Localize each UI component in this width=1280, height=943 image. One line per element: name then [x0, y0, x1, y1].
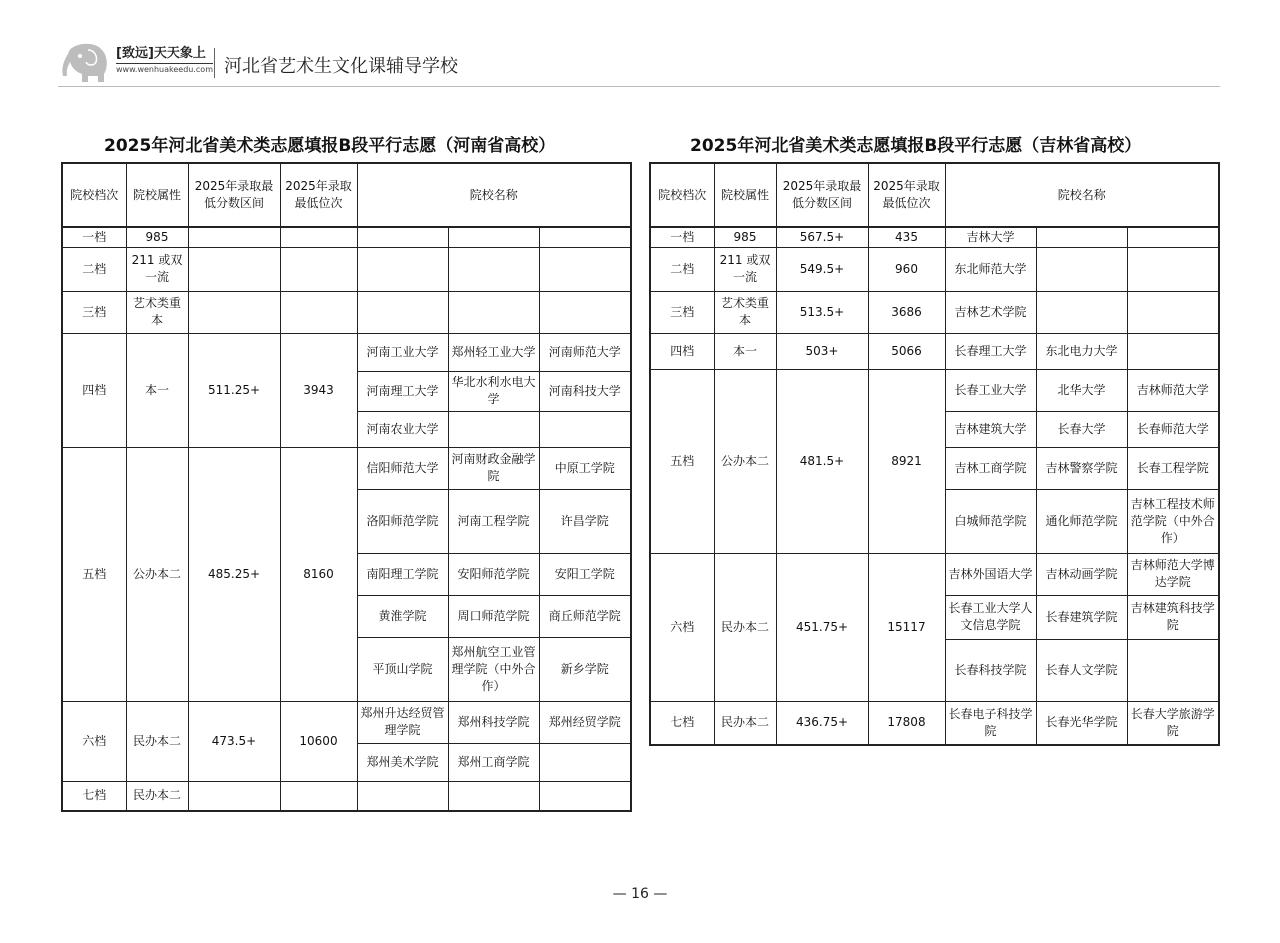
school-cell: 郑州航空工业管理学院（中外合作） — [448, 637, 539, 701]
school-cell — [539, 247, 631, 291]
school-cell — [1127, 639, 1219, 701]
jilin-table-body — [650, 163, 1219, 745]
school-cell: 华北水利水电大学 — [448, 371, 539, 411]
min-score-cell: 511.25+ — [188, 333, 280, 447]
jilin-table-title: 2025年河北省美术类志愿填报B段平行志愿（吉林省高校） — [690, 136, 1142, 156]
min-score-cell: 503+ — [776, 333, 868, 369]
school-cell: 长春人文学院 — [1036, 639, 1127, 701]
header-rule — [58, 86, 1220, 87]
school-cell: 周口师范学院 — [448, 595, 539, 637]
school-cell — [448, 411, 539, 447]
tier-cell: 五档 — [62, 447, 126, 701]
school-cell: 郑州升达经贸管理学院 — [357, 701, 448, 743]
school-cell: 通化师范学院 — [1036, 489, 1127, 553]
school-cell: 长春大学 — [1036, 411, 1127, 447]
table-row — [62, 781, 631, 811]
tier-cell: 二档 — [62, 247, 126, 291]
min-score-cell: 436.75+ — [776, 701, 868, 745]
school-cell: 新乡学院 — [539, 637, 631, 701]
school-cell — [539, 411, 631, 447]
brand-name: [致远]天天象上 — [116, 46, 206, 61]
school-cell — [448, 781, 539, 811]
page-number: — 16 — — [612, 886, 668, 902]
school-cell: 商丘师范学院 — [539, 595, 631, 637]
school-cell: 信阳师范大学 — [357, 447, 448, 489]
attribute-cell: 公办本二 — [126, 447, 188, 701]
school-cell: 吉林大学 — [945, 227, 1036, 247]
min-score-cell — [188, 227, 280, 247]
school-cell: 东北师范大学 — [945, 247, 1036, 291]
henan-table-title: 2025年河北省美术类志愿填报B段平行志愿（河南省高校） — [104, 136, 556, 156]
school-cell — [357, 247, 448, 291]
school-cell: 吉林工程技术师范学院（中外合作） — [1127, 489, 1219, 553]
attribute-cell: 211 或双一流 — [126, 247, 188, 291]
school-cell: 吉林艺术学院 — [945, 291, 1036, 333]
min-score-cell — [188, 291, 280, 333]
jilin-table — [649, 162, 1220, 746]
min-rank-cell — [280, 291, 357, 333]
school-cell: 洛阳师范学院 — [357, 489, 448, 553]
tier-cell: 一档 — [62, 227, 126, 247]
school-cell: 长春理工大学 — [945, 333, 1036, 369]
tier-cell: 一档 — [650, 227, 714, 247]
tier-cell: 四档 — [650, 333, 714, 369]
school-cell: 吉林外国语大学 — [945, 553, 1036, 595]
attribute-cell: 211 或双一流 — [714, 247, 776, 291]
min-rank-cell: 10600 — [280, 701, 357, 781]
school-cell: 河南理工大学 — [357, 371, 448, 411]
min-rank-cell: 17808 — [868, 701, 945, 745]
tier-cell: 二档 — [650, 247, 714, 291]
school-cell: 安阳师范学院 — [448, 553, 539, 595]
school-cell — [1127, 227, 1219, 247]
table-row — [650, 227, 1219, 247]
school-cell: 长春大学旅游学院 — [1127, 701, 1219, 745]
school-cell: 郑州经贸学院 — [539, 701, 631, 743]
school-cell — [357, 781, 448, 811]
min-score-cell — [188, 781, 280, 811]
attribute-cell: 民办本二 — [714, 701, 776, 745]
school-cell: 河南工程学院 — [448, 489, 539, 553]
school-cell: 北华大学 — [1036, 369, 1127, 411]
header-min-rank: 2025年录取最低位次 — [280, 163, 357, 227]
attribute-cell: 艺术类重本 — [714, 291, 776, 333]
school-cell: 河南农业大学 — [357, 411, 448, 447]
tier-cell: 五档 — [650, 369, 714, 553]
min-score-cell: 473.5+ — [188, 701, 280, 781]
brand-block — [116, 46, 213, 76]
min-score-cell — [188, 247, 280, 291]
school-cell: 河南师范大学 — [539, 333, 631, 371]
attribute-cell: 民办本二 — [126, 701, 188, 781]
school-cell — [448, 247, 539, 291]
table-header-row — [62, 163, 631, 227]
attribute-cell: 公办本二 — [714, 369, 776, 553]
table-row — [650, 291, 1219, 333]
school-cell: 吉林动画学院 — [1036, 553, 1127, 595]
tier-cell: 三档 — [62, 291, 126, 333]
table-row — [650, 369, 1219, 411]
table-row — [62, 333, 631, 371]
min-rank-cell: 15117 — [868, 553, 945, 701]
min-score-cell: 485.25+ — [188, 447, 280, 701]
table-header-row — [650, 163, 1219, 227]
header-tier: 院校档次 — [62, 163, 126, 227]
attribute-cell: 民办本二 — [126, 781, 188, 811]
min-rank-cell: 960 — [868, 247, 945, 291]
attribute-cell: 985 — [126, 227, 188, 247]
attribute-cell: 本一 — [126, 333, 188, 447]
school-cell — [357, 291, 448, 333]
min-score-cell: 513.5+ — [776, 291, 868, 333]
school-cell: 吉林警察学院 — [1036, 447, 1127, 489]
school-cell — [1127, 333, 1219, 369]
tier-cell: 七档 — [62, 781, 126, 811]
min-rank-cell — [280, 247, 357, 291]
school-cell: 长春师范大学 — [1127, 411, 1219, 447]
header-school-name: 院校名称 — [945, 163, 1219, 227]
min-rank-cell: 435 — [868, 227, 945, 247]
header-divider — [214, 48, 215, 78]
school-cell: 郑州工商学院 — [448, 743, 539, 781]
min-rank-cell: 5066 — [868, 333, 945, 369]
header-min-score: 2025年录取最低分数区间 — [188, 163, 280, 227]
brand-url: www.wenhuakeedu.com — [116, 65, 213, 74]
header-attribute: 院校属性 — [714, 163, 776, 227]
page-header — [58, 38, 1218, 86]
school-cell — [1036, 227, 1127, 247]
school-cell: 黄淮学院 — [357, 595, 448, 637]
school-cell: 长春工程学院 — [1127, 447, 1219, 489]
school-cell — [448, 291, 539, 333]
min-rank-cell — [280, 781, 357, 811]
school-cell: 吉林建筑科技学院 — [1127, 595, 1219, 639]
header-tier: 院校档次 — [650, 163, 714, 227]
table-row — [650, 247, 1219, 291]
tier-cell: 六档 — [650, 553, 714, 701]
table-row — [62, 701, 631, 743]
header-school-name: 院校名称 — [357, 163, 631, 227]
table-row — [62, 247, 631, 291]
school-cell — [1127, 247, 1219, 291]
school-cell: 安阳工学院 — [539, 553, 631, 595]
elephant-logo-icon — [58, 40, 112, 84]
min-rank-cell: 8160 — [280, 447, 357, 701]
school-cell: 许昌学院 — [539, 489, 631, 553]
table-row — [62, 447, 631, 489]
tier-cell: 四档 — [62, 333, 126, 447]
header-attribute: 院校属性 — [126, 163, 188, 227]
attribute-cell: 985 — [714, 227, 776, 247]
school-cell: 东北电力大学 — [1036, 333, 1127, 369]
school-cell: 平顶山学院 — [357, 637, 448, 701]
henan-table-body — [62, 163, 631, 811]
school-cell — [539, 743, 631, 781]
tier-cell: 七档 — [650, 701, 714, 745]
school-cell: 河南财政金融学院 — [448, 447, 539, 489]
school-cell: 长春建筑学院 — [1036, 595, 1127, 639]
attribute-cell: 艺术类重本 — [126, 291, 188, 333]
school-cell: 长春光华学院 — [1036, 701, 1127, 745]
school-cell: 白城师范学院 — [945, 489, 1036, 553]
table-row — [650, 701, 1219, 745]
school-cell: 长春工业大学人文信息学院 — [945, 595, 1036, 639]
school-cell: 长春电子科技学院 — [945, 701, 1036, 745]
school-cell — [1036, 291, 1127, 333]
header-min-rank: 2025年录取最低位次 — [868, 163, 945, 227]
min-score-cell: 549.5+ — [776, 247, 868, 291]
header-min-score: 2025年录取最低分数区间 — [776, 163, 868, 227]
henan-table — [61, 162, 632, 812]
school-cell: 郑州美术学院 — [357, 743, 448, 781]
min-rank-cell: 3943 — [280, 333, 357, 447]
school-cell — [539, 291, 631, 333]
tier-cell: 三档 — [650, 291, 714, 333]
min-rank-cell — [280, 227, 357, 247]
school-cell: 长春科技学院 — [945, 639, 1036, 701]
school-cell: 河南工业大学 — [357, 333, 448, 371]
school-name: 河北省艺术生文化课辅导学校 — [224, 56, 458, 77]
school-cell: 郑州轻工业大学 — [448, 333, 539, 371]
school-cell: 长春工业大学 — [945, 369, 1036, 411]
min-rank-cell: 8921 — [868, 369, 945, 553]
min-score-cell: 567.5+ — [776, 227, 868, 247]
school-cell: 吉林师范大学 — [1127, 369, 1219, 411]
attribute-cell: 本一 — [714, 333, 776, 369]
school-cell: 河南科技大学 — [539, 371, 631, 411]
school-cell: 吉林工商学院 — [945, 447, 1036, 489]
school-cell — [357, 227, 448, 247]
table-row — [650, 553, 1219, 595]
table-row — [62, 227, 631, 247]
table-row — [62, 291, 631, 333]
table-row — [650, 333, 1219, 369]
school-cell — [539, 227, 631, 247]
school-cell: 吉林师范大学博达学院 — [1127, 553, 1219, 595]
min-rank-cell: 3686 — [868, 291, 945, 333]
school-cell: 吉林建筑大学 — [945, 411, 1036, 447]
school-cell — [448, 227, 539, 247]
school-cell: 郑州科技学院 — [448, 701, 539, 743]
min-score-cell: 451.75+ — [776, 553, 868, 701]
school-cell: 南阳理工学院 — [357, 553, 448, 595]
school-cell — [539, 781, 631, 811]
school-cell: 中原工学院 — [539, 447, 631, 489]
attribute-cell: 民办本二 — [714, 553, 776, 701]
tier-cell: 六档 — [62, 701, 126, 781]
min-score-cell: 481.5+ — [776, 369, 868, 553]
school-cell — [1036, 247, 1127, 291]
school-cell — [1127, 291, 1219, 333]
